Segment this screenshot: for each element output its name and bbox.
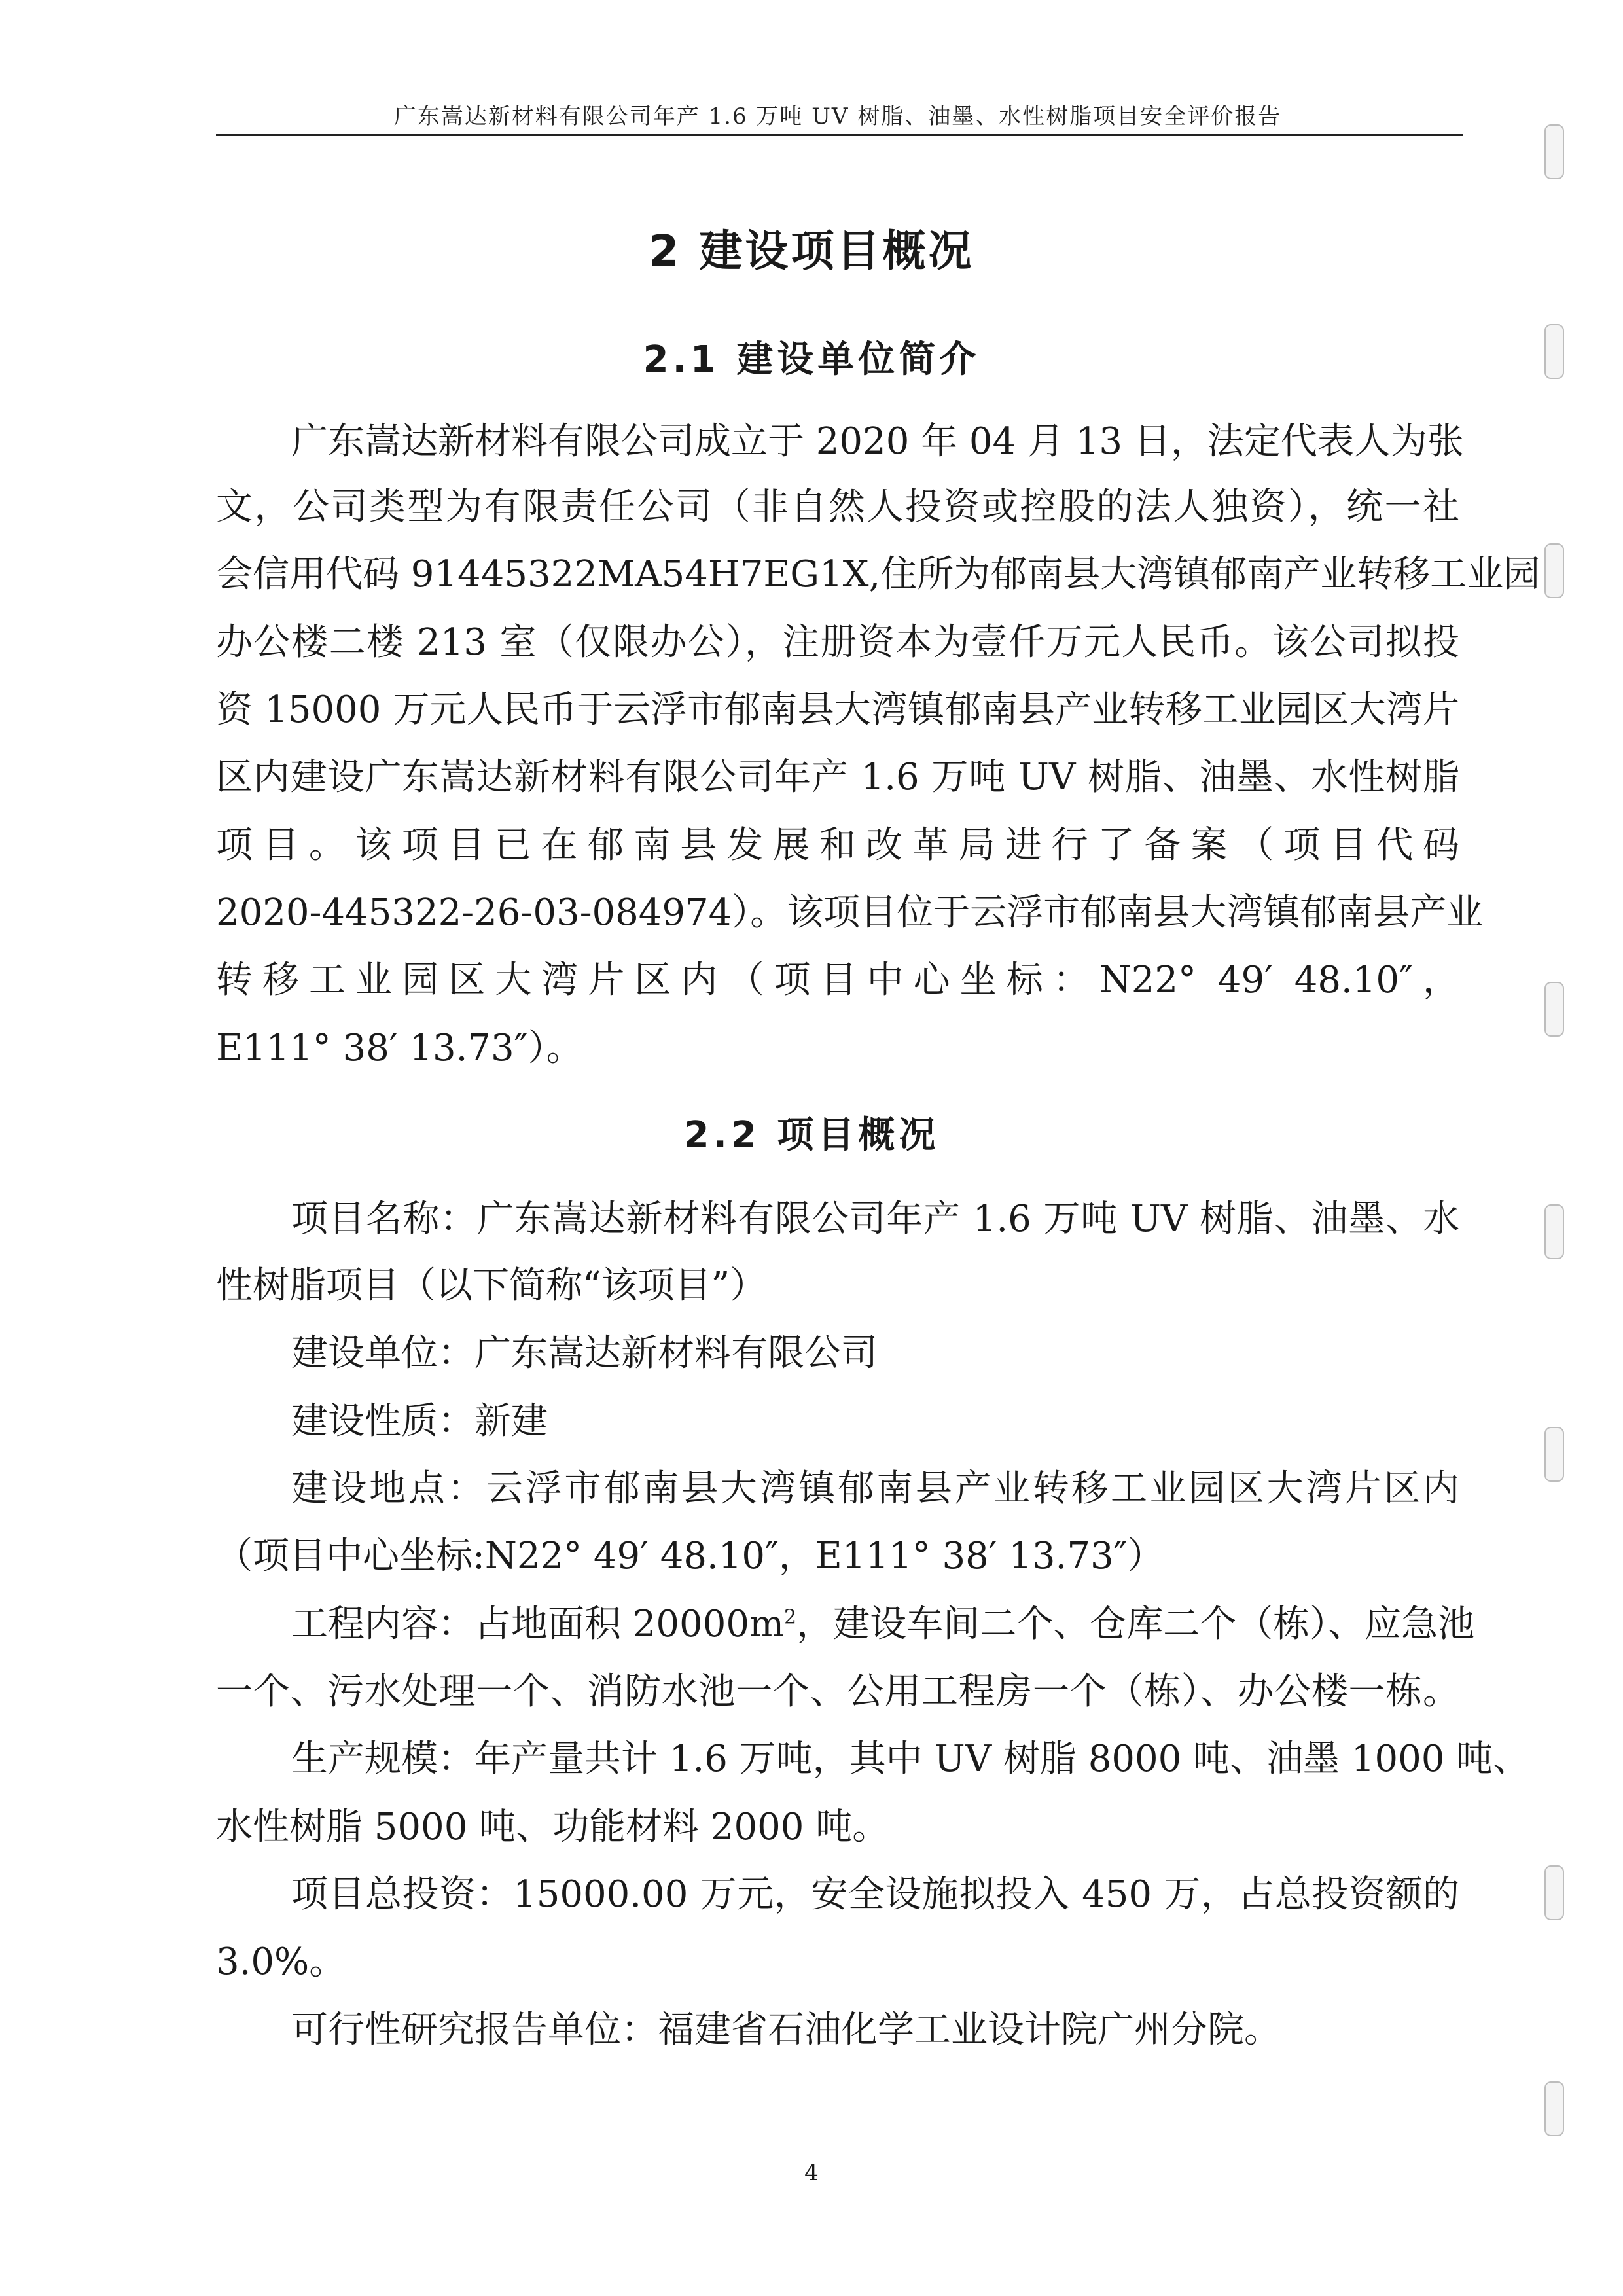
running-header: 广东嵩达新材料有限公司年产 1.6 万吨 UV 树脂、油墨、水性树脂项目安全评价报告	[393, 103, 1282, 130]
project-name-line: 项目名称：广东嵩达新材料有限公司年产 1.6 万吨 UV 树脂、油墨、水	[291, 1198, 1459, 1240]
page-number: 4	[804, 2160, 819, 2186]
binding-mark	[1544, 124, 1564, 179]
binding-mark	[1544, 543, 1564, 598]
binding-mark	[1544, 1427, 1564, 1482]
location-line: 建设地点：云浮市郁南县大湾镇郁南县产业转移工业园区大湾片区内	[291, 1467, 1459, 1510]
paragraph-line: 办公楼二楼 213 室（仅限办公），注册资本为壹仟万元人民币。该公司拟投	[216, 621, 1459, 664]
section-title-2-1: 2.1 建设单位简介	[643, 338, 980, 381]
builder-line: 建设单位：广东嵩达新材料有限公司	[291, 1332, 878, 1374]
binding-mark	[1544, 1204, 1564, 1259]
paragraph-line: E111° 38′ 13.73″）。	[216, 1027, 583, 1069]
location-line: （项目中心坐标:N22° 49′ 48.10″，E111° 38′ 13.73″）	[216, 1535, 1164, 1577]
content-suffix: ，建设车间二个、仓库二个（栋）、应急池	[796, 1603, 1475, 1645]
binding-mark	[1544, 1865, 1564, 1920]
binding-mark	[1544, 324, 1564, 379]
scale-line: 生产规模：年产量共计 1.6 万吨，其中 UV 树脂 8000 吨、油墨 1000 吨、	[291, 1738, 1530, 1780]
content-prefix: 工程内容：占地面积 20000m	[291, 1603, 785, 1645]
binding-mark	[1544, 2081, 1564, 2136]
paragraph-line: 资 15000 万元人民币于云浮市郁南县大湾镇郁南县产业转移工业园区大湾片	[216, 689, 1459, 731]
paragraph-line: 文，公司类型为有限责任公司（非自然人投资或控股的法人独资），统一社	[216, 486, 1459, 528]
scale-line: 水性树脂 5000 吨、功能材料 2000 吨。	[216, 1806, 889, 1848]
paragraph-line: 广东嵩达新材料有限公司成立于 2020 年 04 月 13 日，法定代表人为张	[291, 420, 1464, 463]
header-rule	[216, 134, 1463, 136]
paragraph-line: 会信用代码 91445322MA54H7EG1X,住所为郁南县大湾镇郁南产业转移工业园	[216, 553, 1541, 596]
investment-line: 项目总投资：15000.00 万元，安全设施拟投入 450 万，占总投资额的	[291, 1873, 1459, 1916]
paragraph-line: 区内建设广东嵩达新材料有限公司年产 1.6 万吨 UV 树脂、油墨、水性树脂	[216, 756, 1459, 798]
content-line	[291, 1595, 1474, 1647]
feasibility-line: 可行性研究报告单位：福建省石油化学工业设计院广州分院。	[291, 2009, 1281, 2051]
section-title-2-2: 2.2 项目概况	[683, 1114, 940, 1157]
project-name-line: 性树脂项目（以下简称“该项目”）	[216, 1265, 767, 1307]
chapter-title: 2 建设项目概况	[649, 226, 974, 276]
binding-mark	[1544, 982, 1564, 1037]
area-unit-superscript: 2	[784, 1605, 797, 1629]
nature-line: 建设性质：新建	[291, 1400, 548, 1443]
content-line: 一个、污水处理一个、消防水池一个、公用工程房一个（栋）、办公楼一栋。	[216, 1670, 1459, 1713]
investment-line: 3.0%。	[216, 1941, 346, 1983]
paragraph-line: 项目。该项目已在郁南县发展和改革局进行了备案（项目代码	[216, 824, 1459, 867]
paragraph-line: 转移工业园区大湾片区内（项目中心坐标：N22° 49′ 48.10″，	[216, 959, 1459, 1001]
paragraph-line: 2020-445322-26-03-084974）。该项目位于云浮市郁南县大湾镇郁南县产业	[216, 891, 1484, 934]
